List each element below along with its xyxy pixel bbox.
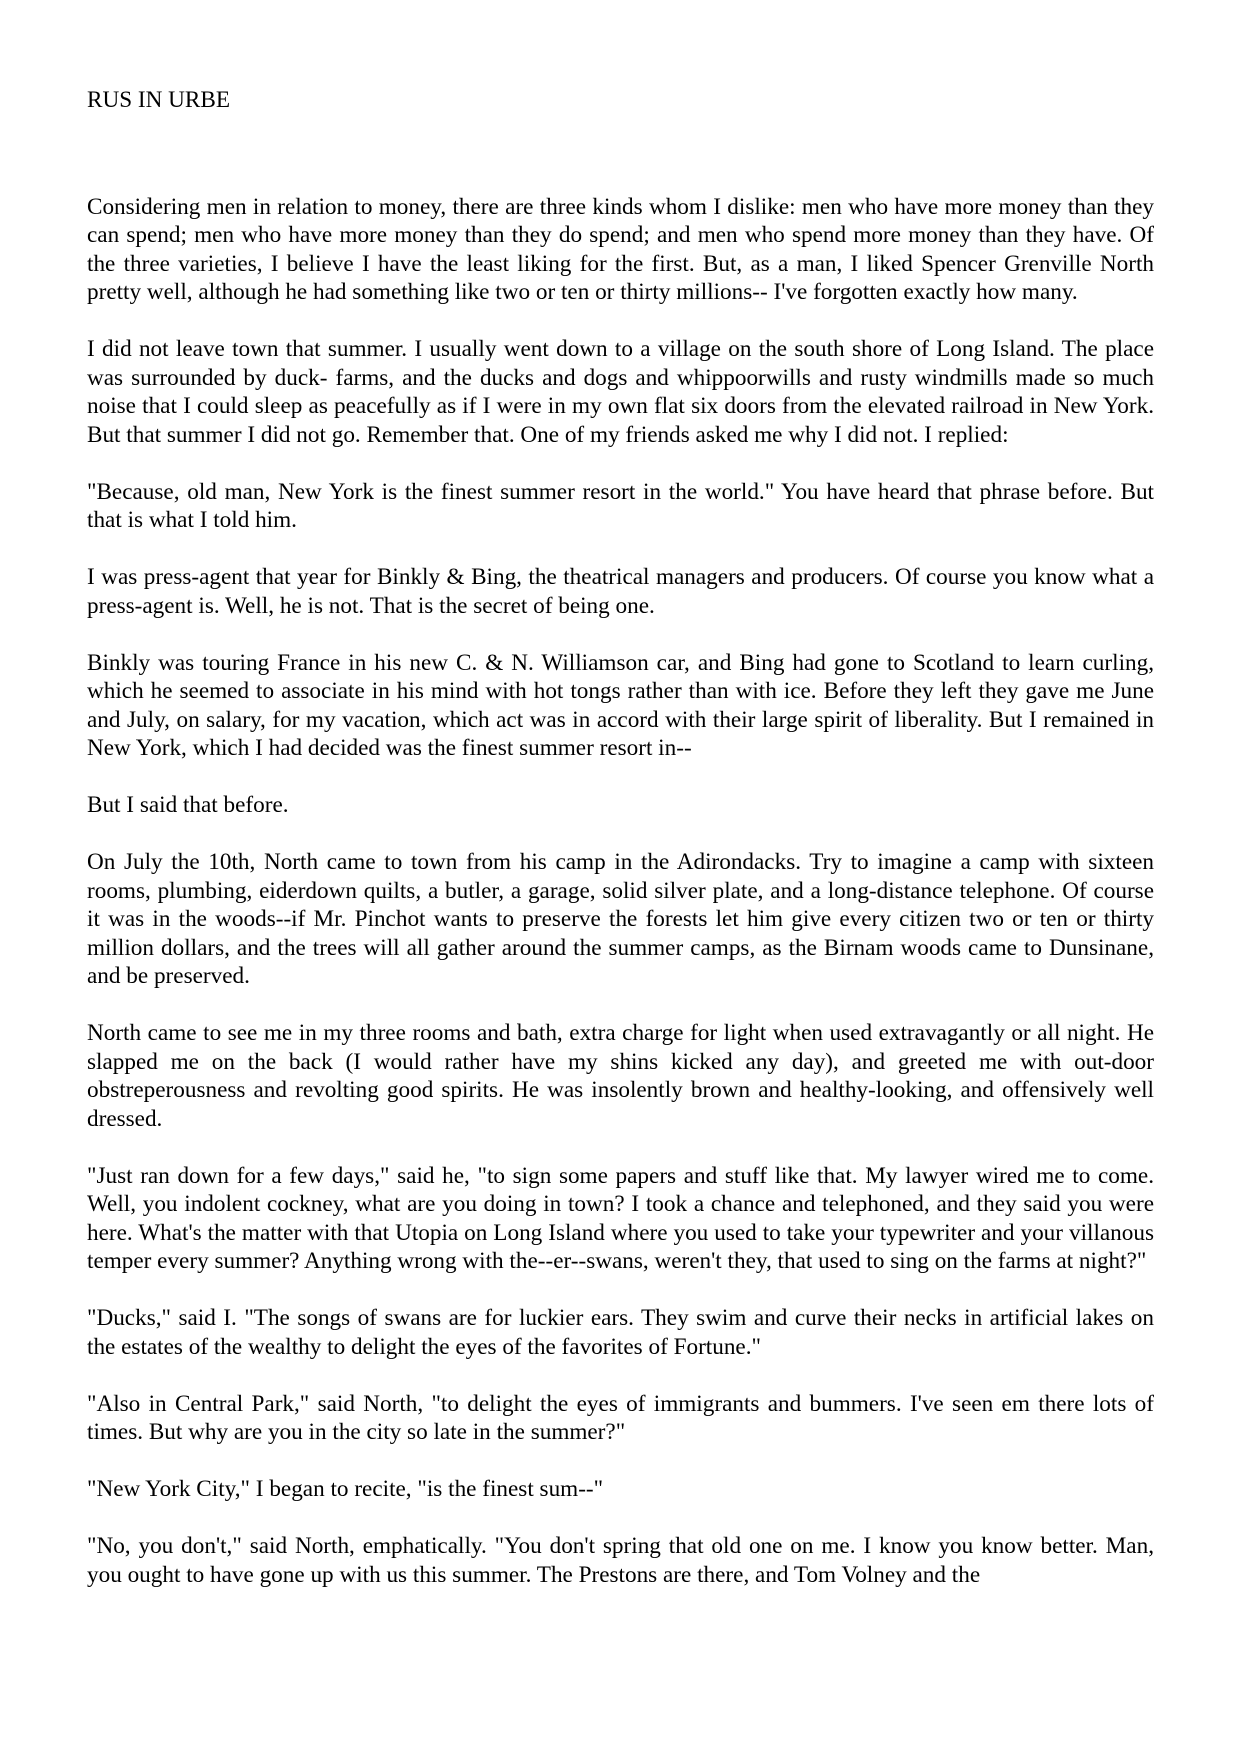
document-page [87, 0, 1154, 1589]
paragraph: "Also in Central Park," said North, "to delight the eyes of immigrants and bummers. I've seen em there lots of times. But why are you in the city so late in the summer?" [87, 1390, 1154, 1445]
paragraph: I did not leave town that summer. I usually went down to a village on the south shore of Long Island. The place was surrounded by duck- farms, and the ducks and dogs and whippoorwills and rusty windmills made so much noise that I could sleep as peacefully as if I were in my own flat six doors from the elevated railroad in New York. But that summer I did not go. Remember that. One of my friends asked me why I did not. I replied: [87, 336, 1154, 448]
paragraph: "Just ran down for a few days," said he, "to sign some papers and stuff like that. My lawyer wired me to come. Well, you indolent cockney, what are you doing in town? I took a chance and telephoned, and they said you were here. What's the matter with that Utopia on Long Island where you used to take your typewriter and your villanous temper every summer? Anything wrong with the--er--swans, weren't they, that used to sing on the farms at night?" [87, 1162, 1154, 1274]
paragraph: "Ducks," said I. "The songs of swans are for luckier ears. They swim and curve their necks in artificial lakes on the estates of the wealthy to delight the eyes of the favorites of Fortune." [87, 1305, 1154, 1360]
paragraph: I was press-agent that year for Binkly & Bing, the theatrical managers and producers. Of course you know what a press-agent is. Well, he is not. That is the secret of being one. [87, 564, 1154, 619]
paragraph: On July the 10th, North came to town from his camp in the Adirondacks. Try to imagine a camp with sixteen rooms, plumbing, eiderdown quilts, a butler, a garage, solid silver plate, and a long-distance telephone. Of course it was in the woods--if Mr. Pinchot wants to preserve the forests let him give every citizen two or ten or thirty million dollars, and the trees will all gather around the summer camps, as the Birnam woods came to Dunsinane, and be preserved. [87, 849, 1154, 989]
paragraph: Binkly was touring France in his new C. & N. Williamson car, and Bing had gone to Scotland to learn curling, which he seemed to associate in his mind with hot tongs rather than with ice. Before they left they gave me June and July, on salary, for my vacation, which act was in accord with their large spirit of liberality. But I remained in New York, which I had decided was the finest summer resort in-- [87, 649, 1154, 761]
paragraph: Considering men in relation to money, there are three kinds whom I dislike: men who have more money than they can spend; men who have more money than they do spend; and men who spend more money than they have. Of the three varieties, I believe I have the least liking for the first. But, as a man, I liked Spencer Grenville North pretty well, although he had something like two or ten or thirty millions-- I've forgotten exactly how many. [87, 193, 1154, 305]
paragraph: But I said that before. [87, 792, 289, 818]
story-title: RUS IN URBE [87, 87, 231, 113]
paragraph: "New York City," I began to recite, "is the finest sum--" [87, 1476, 604, 1502]
paragraph: North came to see me in my three rooms and bath, extra charge for light when used extravagantly or all night. He slapped me on the back (I would rather have my shins kicked any day), and greeted me with out-door obstreperousness and revolting good spirits. He was insolently brown and healthy-looking, and offensively well dressed. [87, 1020, 1154, 1132]
story-body [87, 193, 1154, 1590]
paragraph: "No, you don't," said North, emphatically. "You don't spring that old one on me. I know you know better. Man, you ought to have gone up with us this summer. The Prestons are there, and Tom Volney and the [87, 1533, 1154, 1588]
paragraph: "Because, old man, New York is the finest summer resort in the world." You have heard that phrase before. But that is what I told him. [87, 478, 1154, 533]
